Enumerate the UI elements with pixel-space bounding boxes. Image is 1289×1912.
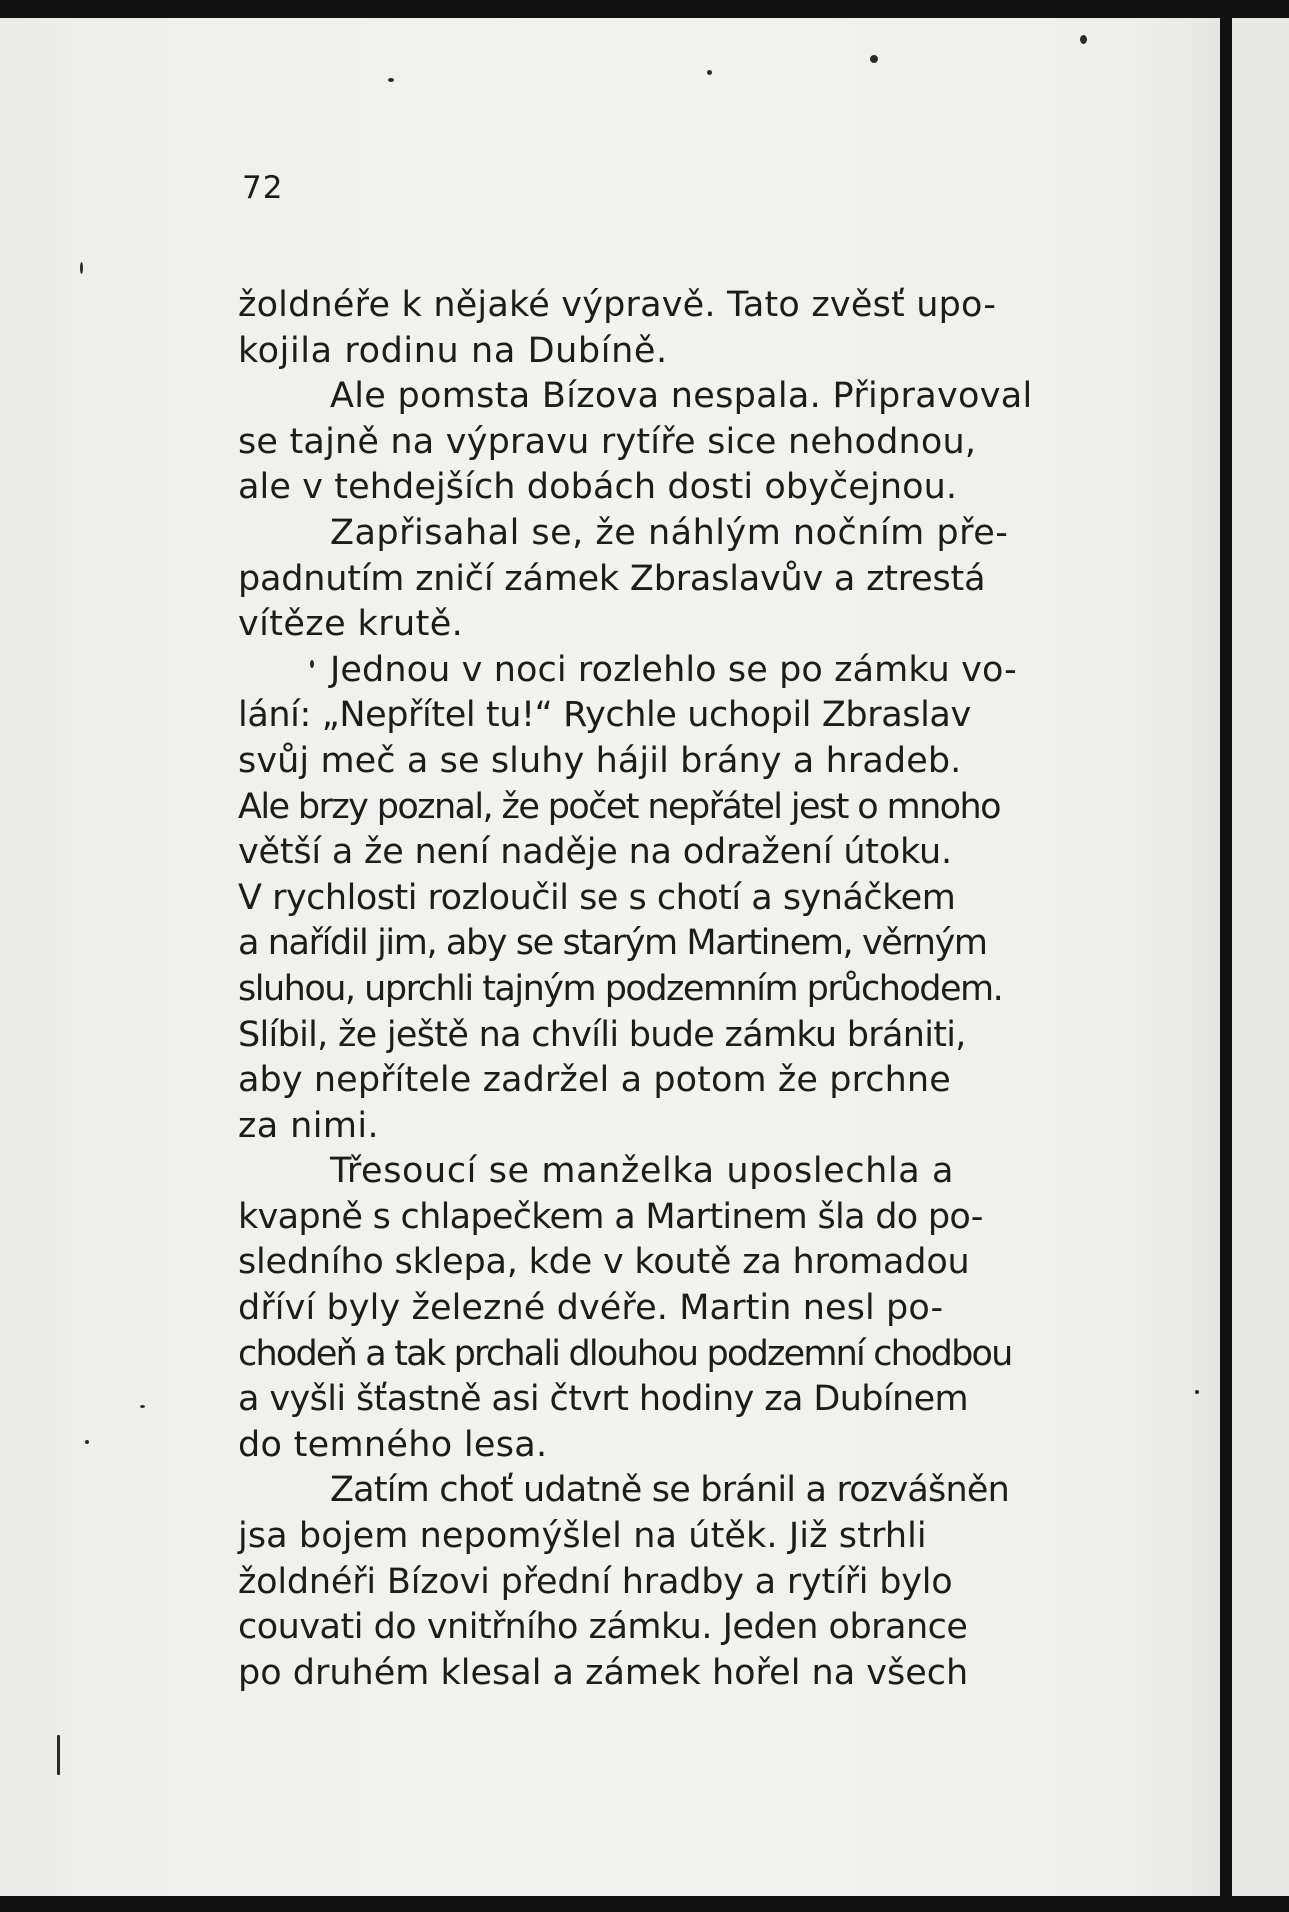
text-line: žoldnéře k nějaké výpravě. Tato zvěsť upo- [238, 285, 997, 325]
text-line: V rychlosti rozloučil se s chotí a synáčkem [238, 877, 956, 918]
scan-speck [57, 1735, 60, 1775]
text-line: sluhou, uprchli tajným podzemním průchodem. [238, 968, 1003, 1009]
text-line: aby nepřítele zadržel a potom že prchne [238, 1060, 951, 1101]
scan-speck [707, 70, 712, 75]
scan-speck [80, 262, 83, 274]
text-line: padnutím zničí zámek Zbraslavův a ztrestá [238, 558, 986, 599]
text-line: lání: „Nepřítel tu!“ Rychle uchopil Zbraslav [238, 695, 971, 736]
body-text [238, 283, 1130, 1696]
text-line: kvapně s chlapečkem a Martinem šla do po- [238, 1196, 983, 1237]
text-line: kojila rodinu na Dubíně. [238, 330, 668, 371]
text-line: Ale brzy poznal, že počet nepřátel jest o mnoho [238, 786, 1000, 827]
text-line: žoldnéři Bízovi přední hradby a rytíři bylo [238, 1561, 953, 1602]
text-line: jsa bojem nepomýšlel na útěk. Již strhli [238, 1516, 927, 1557]
text-line: po druhém klesal a zámek hořel na všech [238, 1652, 969, 1693]
text-line: sledního sklepa, kde v koutě za hromadou [238, 1242, 970, 1283]
scan-speck [388, 78, 394, 82]
text-line: ale v tehdejších dobách dosti obyčejnou. [238, 467, 958, 508]
scan-speck [1080, 35, 1087, 44]
text-line: Slíbil, že ještě na chvíli bude zámku brániti, [238, 1014, 966, 1055]
scan-speck [140, 1405, 145, 1408]
text-line: Zapřisahal se, že náhlým nočním pře- [330, 512, 1009, 553]
scan-speck [310, 660, 314, 668]
text-line: větší a že není naděje na odražení útoku. [238, 832, 952, 873]
scan-speck [870, 55, 878, 63]
text-line: Ale pomsta Bízova nespala. Připravoval [330, 376, 1033, 417]
text-line: couvati do vnitřního zámku. Jeden obrance [238, 1607, 968, 1648]
text-line: a vyšli šťastně asi čtvrt hodiny za Dubínem [238, 1379, 969, 1420]
text-line: dříví byly železné dvéře. Martin nesl po- [238, 1288, 944, 1329]
text-line: Třesoucí se manželka uposlechla a [330, 1151, 955, 1192]
book-page [0, 18, 1220, 1896]
text-line: do temného lesa. [238, 1424, 548, 1465]
text-line: a nařídil jim, aby se starým Martinem, věrným [238, 923, 987, 964]
text-line: svůj meč a se sluhy hájil brány a hradeb. [238, 740, 962, 781]
text-line: Zatím choť udatně se bránil a rozvášněn [330, 1470, 1009, 1511]
text-line: se tajně na výpravu rytíře sice nehodnou, [238, 421, 977, 462]
text-line: za nimi. [238, 1105, 379, 1146]
page-number: 72 [242, 170, 284, 206]
scan-speck [85, 1440, 89, 1444]
text-line: chodeň a tak prchali dlouhou podzemní chodbou [238, 1333, 1012, 1374]
adjacent-page-edge [1232, 18, 1289, 1896]
text-line: Jednou v noci rozlehlo se po zámku vo- [330, 649, 1017, 690]
text-line: vítěze krutě. [238, 604, 464, 645]
scan-speck [1195, 1390, 1199, 1394]
